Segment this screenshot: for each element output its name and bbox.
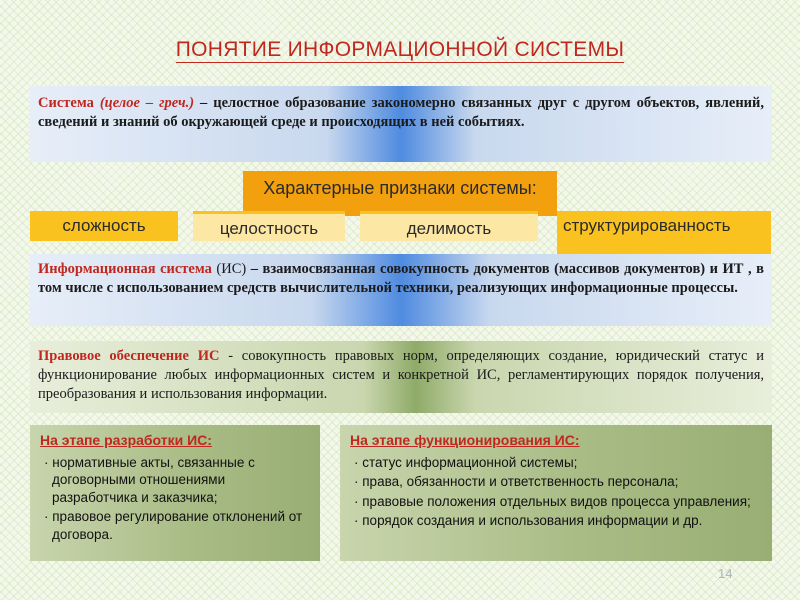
features-header: Характерные признаки системы: (243, 171, 557, 216)
is-definition-box (30, 254, 772, 326)
operation-list (350, 454, 762, 530)
feature-divisibility: делимость (360, 211, 538, 241)
legal-term: Правовое обеспечение ИС (38, 348, 220, 364)
legal-text: - совокупность правовых норм, определяющих создание, юридический статус и функционирование любых информационных систем и конкретной ИС, регламентирующих порядок получения, преобразования и использования информации. (38, 348, 764, 402)
list-item: · статус информационной системы; (350, 454, 762, 472)
system-term: Система (38, 95, 94, 111)
list-item: · права, обязанности и ответственность персонала; (350, 473, 762, 491)
feature-integrity: целостность (193, 211, 345, 241)
feature-structuredness: структурированность (557, 211, 771, 261)
development-stage-box (30, 425, 320, 561)
is-abbr: (ИС) (211, 261, 251, 277)
development-heading: На этапе разработки ИС: (40, 432, 212, 448)
feature-complexity: сложность (30, 211, 178, 241)
system-origin: (целое – греч.) (99, 95, 195, 111)
is-term: Информационная система (38, 261, 212, 277)
slide-title (0, 38, 800, 62)
list-item: · правовое регулирование отклонений от договора. (40, 508, 310, 543)
slide-title-text: ПОНЯТИЕ ИНФОРМАЦИОННОЙ СИСТЕМЫ (175, 38, 625, 61)
system-definition-box (30, 86, 772, 162)
legal-support-box (30, 341, 772, 413)
operation-stage-box (340, 425, 772, 561)
operation-heading: На этапе функционирования ИС: (350, 432, 580, 448)
page-number: 14 (718, 566, 733, 581)
development-list (40, 454, 310, 544)
system-definition-text: – целостное образование закономерно связанных друг с другом объектов, явлений, сведений и знаний об окружающей среде и происходящих в ней событиях. (38, 95, 765, 130)
list-item: · порядок создания и использования информации и др. (350, 512, 762, 530)
is-definition-text: – взаимосвязанная совокупность документов (массивов документов) и ИТ , в том числе с использованием средств вычислительной техники, реализующих информационные процессы. (38, 261, 764, 296)
list-item: · правовые положения отдельных видов процесса управления; (350, 493, 762, 511)
list-item: · нормативные акты, связанные с договорными отношениями разработчика и заказчика; (40, 454, 310, 507)
